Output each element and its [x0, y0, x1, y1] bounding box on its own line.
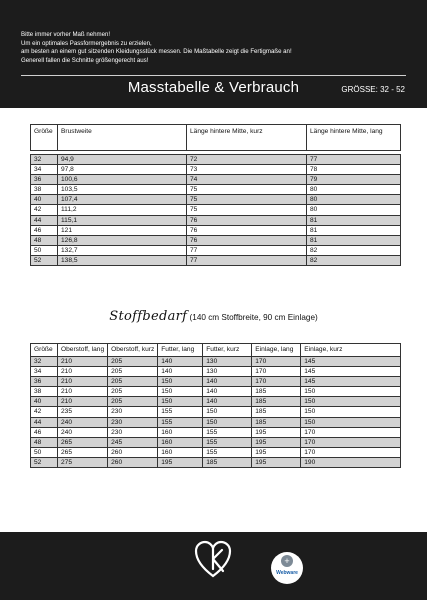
table-cell: 230 — [108, 427, 158, 437]
table-row — [31, 215, 401, 225]
table-cell: 36 — [31, 377, 58, 387]
column-header: Brustweite — [58, 125, 187, 151]
table-cell: 140 — [203, 387, 252, 397]
table-row — [31, 255, 401, 265]
table-cell: 170 — [301, 437, 401, 447]
table-cell: 185 — [252, 407, 301, 417]
table-cell: 235 — [58, 407, 108, 417]
table-cell: 121 — [58, 225, 187, 235]
column-header: Oberstoff, kurz — [108, 344, 158, 357]
table-cell: 76 — [187, 235, 307, 245]
stoffbedarf-note: (140 cm Stoffbreite, 90 cm Einlage) — [189, 313, 318, 322]
table-cell: 42 — [31, 205, 58, 215]
table-cell: 130 — [203, 357, 252, 367]
table-cell: 34 — [31, 367, 58, 377]
table-row — [31, 407, 401, 417]
table-cell: 150 — [158, 387, 203, 397]
table-cell: 79 — [307, 175, 401, 185]
table-row — [31, 387, 401, 397]
table-cell: 190 — [301, 457, 401, 467]
table-cell: 80 — [307, 195, 401, 205]
column-header: Einlage, lang — [252, 344, 301, 357]
table-cell: 52 — [31, 457, 58, 467]
table-cell: 205 — [108, 367, 158, 377]
table-cell: 210 — [58, 397, 108, 407]
table-cell: 170 — [252, 367, 301, 377]
table-cell: 245 — [108, 437, 158, 447]
table-cell: 265 — [58, 447, 108, 457]
table-cell: 78 — [307, 165, 401, 175]
fabric-table-header — [31, 344, 401, 357]
table-cell: 44 — [31, 417, 58, 427]
table-cell: 72 — [187, 155, 307, 165]
table-cell: 42 — [31, 407, 58, 417]
table-cell: 150 — [301, 407, 401, 417]
badge-label: Webware — [276, 570, 298, 576]
table-cell: 38 — [31, 387, 58, 397]
table-cell: 145 — [301, 357, 401, 367]
table-cell: 205 — [108, 387, 158, 397]
table-cell: 240 — [58, 417, 108, 427]
table-cell: 185 — [252, 387, 301, 397]
table-cell: 81 — [307, 215, 401, 225]
table-cell: 150 — [301, 387, 401, 397]
table-cell: 46 — [31, 427, 58, 437]
table-row — [31, 447, 401, 457]
table-cell: 145 — [301, 377, 401, 387]
column-header: Oberstoff, lang — [58, 344, 108, 357]
table-cell: 210 — [58, 377, 108, 387]
table-cell: 205 — [108, 377, 158, 387]
table-cell: 240 — [58, 427, 108, 437]
table-cell: 155 — [203, 437, 252, 447]
table-cell: 230 — [108, 407, 158, 417]
table-cell: 94,9 — [58, 155, 187, 165]
table-cell: 170 — [252, 357, 301, 367]
table-cell: 130 — [203, 367, 252, 377]
intro-text — [21, 31, 411, 65]
table-cell: 75 — [187, 195, 307, 205]
table-cell: 77 — [187, 245, 307, 255]
table-cell: 275 — [58, 457, 108, 467]
table-cell: 160 — [158, 437, 203, 447]
table-cell: 150 — [158, 377, 203, 387]
table-cell: 75 — [187, 205, 307, 215]
table-cell: 205 — [108, 397, 158, 407]
plus-icon: + — [281, 555, 293, 567]
column-header: Größe — [31, 125, 58, 151]
table-cell: 74 — [187, 175, 307, 185]
table-cell: 195 — [252, 447, 301, 457]
table-cell: 34 — [31, 165, 58, 175]
table-cell: 48 — [31, 437, 58, 447]
table-cell: 155 — [158, 407, 203, 417]
table-cell: 100,6 — [58, 175, 187, 185]
page-title: Masstabelle & Verbrauch — [127, 79, 300, 96]
table-cell: 195 — [252, 437, 301, 447]
table-cell: 140 — [158, 367, 203, 377]
table-cell: 150 — [301, 417, 401, 427]
table-cell: 155 — [203, 427, 252, 437]
heart-k-logo-icon — [193, 539, 233, 579]
stoffbedarf-heading — [0, 309, 427, 324]
table-cell: 40 — [31, 397, 58, 407]
intro-line: Bitte immer vorher Maß nehmen! — [21, 31, 111, 38]
intro-line: am besten an einem gut sitzenden Kleidungsstück messen. Die Maßtabelle zeigt die Fertigmaße an! — [21, 48, 292, 56]
table-row — [31, 397, 401, 407]
table-row — [31, 457, 401, 467]
header-divider — [21, 75, 406, 76]
table-cell: 36 — [31, 175, 58, 185]
table-cell: 76 — [187, 225, 307, 235]
table-row — [31, 357, 401, 367]
table-cell: 170 — [252, 377, 301, 387]
size-table-header — [31, 125, 401, 151]
table-cell: 107,4 — [58, 195, 187, 205]
table-cell: 44 — [31, 215, 58, 225]
table-cell: 38 — [31, 185, 58, 195]
table-cell: 80 — [307, 185, 401, 195]
table-cell: 140 — [203, 397, 252, 407]
table-row — [31, 225, 401, 235]
column-header: Länge hintere Mitte, lang — [307, 125, 401, 151]
table-cell: 260 — [108, 457, 158, 467]
table-row — [31, 155, 401, 165]
table-cell: 210 — [58, 387, 108, 397]
table-cell: 132,7 — [58, 245, 187, 255]
table-cell: 103,5 — [58, 185, 187, 195]
table-cell: 150 — [158, 397, 203, 407]
column-header: Größe — [31, 344, 58, 357]
table-row — [31, 437, 401, 447]
table-cell: 73 — [187, 165, 307, 175]
intro-line: Um ein optimales Passformergebnis zu erzielen, — [21, 39, 152, 47]
table-cell: 150 — [203, 407, 252, 417]
header-banner — [0, 0, 427, 108]
table-cell: 52 — [31, 255, 58, 265]
table-cell: 81 — [307, 235, 401, 245]
table-cell: 195 — [252, 457, 301, 467]
table-cell: 82 — [307, 255, 401, 265]
table-cell: 195 — [158, 457, 203, 467]
size-table — [30, 124, 401, 266]
table-cell: 40 — [31, 195, 58, 205]
table-cell: 46 — [31, 225, 58, 235]
table-row — [31, 367, 401, 377]
table-cell: 76 — [187, 215, 307, 225]
table-cell: 81 — [307, 225, 401, 235]
table-cell: 170 — [301, 447, 401, 457]
table-cell: 77 — [307, 155, 401, 165]
table-row — [31, 245, 401, 255]
column-header: Länge hintere Mitte, kurz — [187, 125, 307, 151]
table-cell: 77 — [187, 255, 307, 265]
table-row — [31, 195, 401, 205]
table-cell: 160 — [158, 447, 203, 457]
table-cell: 185 — [252, 417, 301, 427]
size-range: GRÖSSE: 32 - 52 — [341, 85, 405, 94]
table-row — [31, 175, 401, 185]
table-row — [31, 205, 401, 215]
table-cell: 210 — [58, 367, 108, 377]
table-cell: 205 — [108, 357, 158, 367]
table-row — [31, 235, 401, 245]
table-cell: 155 — [203, 447, 252, 457]
table-cell: 155 — [158, 417, 203, 427]
table-cell: 97,8 — [58, 165, 187, 175]
table-cell: 185 — [203, 457, 252, 467]
table-cell: 75 — [187, 185, 307, 195]
table-cell: 210 — [58, 357, 108, 367]
table-cell: 138,5 — [58, 255, 187, 265]
intro-line: Generell fallen die Schnitte größengerecht aus! — [21, 56, 149, 64]
column-header: Einlage, kurz — [301, 344, 401, 357]
table-cell: 145 — [301, 367, 401, 377]
table-cell: 140 — [158, 357, 203, 367]
table-cell: 32 — [31, 357, 58, 367]
table-cell: 50 — [31, 245, 58, 255]
table-cell: 48 — [31, 235, 58, 245]
table-row — [31, 165, 401, 175]
table-cell: 115,1 — [58, 215, 187, 225]
table-cell: 82 — [307, 245, 401, 255]
table-cell: 230 — [108, 417, 158, 427]
content-sheet — [0, 108, 427, 532]
column-header: Futter, lang — [158, 344, 203, 357]
table-cell: 195 — [252, 427, 301, 437]
table-cell: 160 — [158, 427, 203, 437]
table-cell: 50 — [31, 447, 58, 457]
table-cell: 80 — [307, 205, 401, 215]
table-cell: 150 — [301, 397, 401, 407]
stoffbedarf-label: Stoffbedarf — [109, 309, 188, 324]
table-cell: 170 — [301, 427, 401, 437]
webware-badge — [271, 552, 303, 584]
table-row — [31, 427, 401, 437]
fabric-table — [30, 343, 401, 468]
table-cell: 111,2 — [58, 205, 187, 215]
table-row — [31, 185, 401, 195]
table-row — [31, 417, 401, 427]
table-cell: 126,8 — [58, 235, 187, 245]
table-cell: 140 — [203, 377, 252, 387]
table-cell: 150 — [203, 417, 252, 427]
column-header: Futter, kurz — [203, 344, 252, 357]
table-cell: 265 — [58, 437, 108, 447]
table-row — [31, 377, 401, 387]
table-cell: 32 — [31, 155, 58, 165]
table-cell: 185 — [252, 397, 301, 407]
table-cell: 260 — [108, 447, 158, 457]
